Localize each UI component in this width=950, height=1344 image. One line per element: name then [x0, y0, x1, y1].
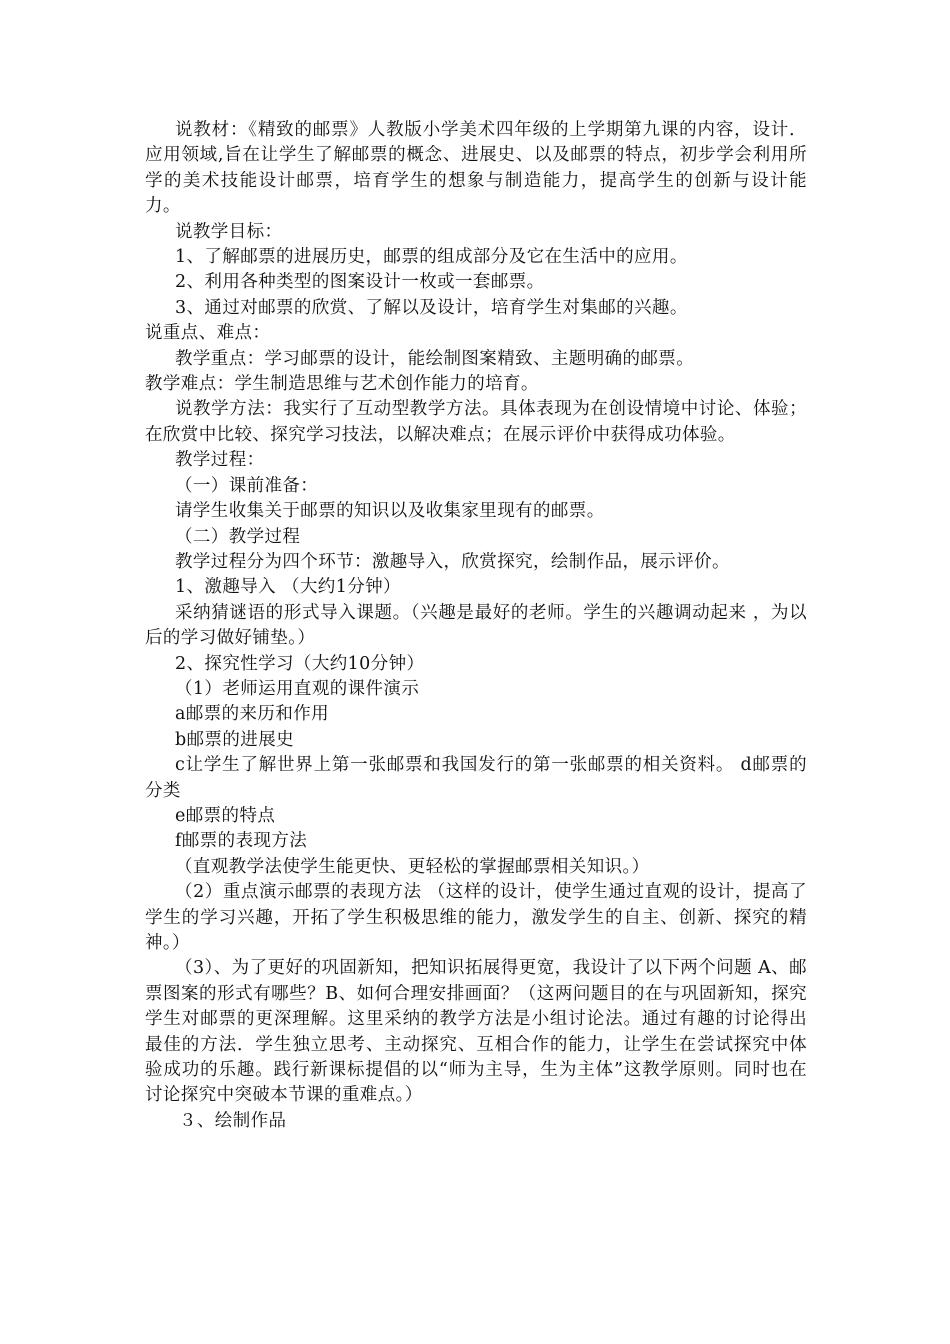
- heading-key-points: 说重点、难点：: [145, 323, 271, 344]
- item-3-questions: （3）、为了更好的巩固新知，把知识拓展得更宽，我设计了以下两个问题 A、邮票图案的形式有哪些？B、如何合理安排画面？（这两问题目的在与巩固新知，探究学生对邮票的更深理解。这里采纳的教学方法是小组讨论法。通过有趣的讨论得出最佳的方法．学生独立思考、主动探究、互相合作的能力，让学生在尝试探究中体验成功的乐趣。践行新课标提倡的以“师为主导，生为主体”这教学原则。同时也在讨论探究中突破本节课的重难点。）: [145, 958, 807, 1106]
- paragraph-textbook: 说教材：《精致的邮票》人教版小学美术四年级的上学期第九课的内容，设计．应用领域,旨在让学生了解邮票的概念、进展史、以及邮票的特点，初步学会利用所学的美术技能设计邮票，培育学生的想象与制造能力，提高学生的创新与设计能力。: [145, 120, 807, 217]
- paragraph-four-stages: 教学过程分为四个环节：激趣导入，欣赏探究，绘制作品，展示评价。: [175, 551, 730, 572]
- paragraph-preparation: 请学生收集关于邮票的知识以及收集家里现有的邮票。: [175, 501, 605, 522]
- item-e: e邮票的特点: [175, 805, 276, 826]
- heading-process: 教学过程：: [175, 450, 265, 471]
- heading-objectives: 说教学目标：: [175, 221, 283, 242]
- objective-2: 2、利用各种类型的图案设计一枚或一套邮票。: [175, 272, 545, 293]
- stage-2-heading: 2、探究性学习（大约10分钟）: [175, 653, 425, 674]
- paragraph-methods: 说教学方法：我实行了互动型教学方法。具体表现为在创设情境中讨论、体验；在欣赏中比较、探究学习技法，以解决难点；在展示评价中获得成功体验。: [145, 399, 807, 445]
- key-point: 教学重点：学习邮票的设计，能绘制图案精致、主题明确的邮票。: [175, 348, 695, 369]
- note-intuitive-method: （直观教学法使学生能更快、更轻松的掌握邮票相关知识。）: [175, 856, 650, 877]
- stage-1-heading: 1、激趣导入 （大约1分钟）: [175, 577, 401, 598]
- difficult-point: 教学难点：学生制造思维与艺术创作能力的培育。: [145, 374, 539, 395]
- stage-3-heading: ３、绘制作品: [179, 1110, 287, 1131]
- document-page: [145, 118, 807, 1134]
- item-f: f邮票的表现方法: [175, 831, 308, 852]
- section-preparation: （一）课前准备：: [175, 475, 319, 496]
- item-b: b邮票的进展史: [175, 729, 295, 750]
- item-courseware: （1）老师运用直观的课件演示: [175, 678, 420, 699]
- item-a: a邮票的来历和作用: [175, 704, 330, 725]
- section-teaching-process: （二）教学过程: [175, 526, 301, 547]
- objective-3: 3、通过对邮票的欣赏、了解以及设计，培育学生对集邮的兴趣。: [175, 297, 688, 318]
- item-2-demo: （2）重点演示邮票的表现方法 （这样的设计，使学生通过直观的设计，提高了学生的学习兴趣，开拓了学生积极思维的能力，激发学生的自主、创新、探究的精神。）: [145, 882, 807, 953]
- item-c-d: c让学生了解世界上第一张邮票和我国发行的第一张邮票的相关资料。 d邮票的分类: [145, 755, 807, 801]
- objective-1: 1、了解邮票的进展历史，邮票的组成部分及它在生活中的应用。: [175, 247, 688, 268]
- paragraph-riddle: 采纳猜谜语的形式导入课题。（兴趣是最好的老师。学生的兴趣调动起来 ，为以后的学习做好铺垫。）: [145, 602, 807, 649]
